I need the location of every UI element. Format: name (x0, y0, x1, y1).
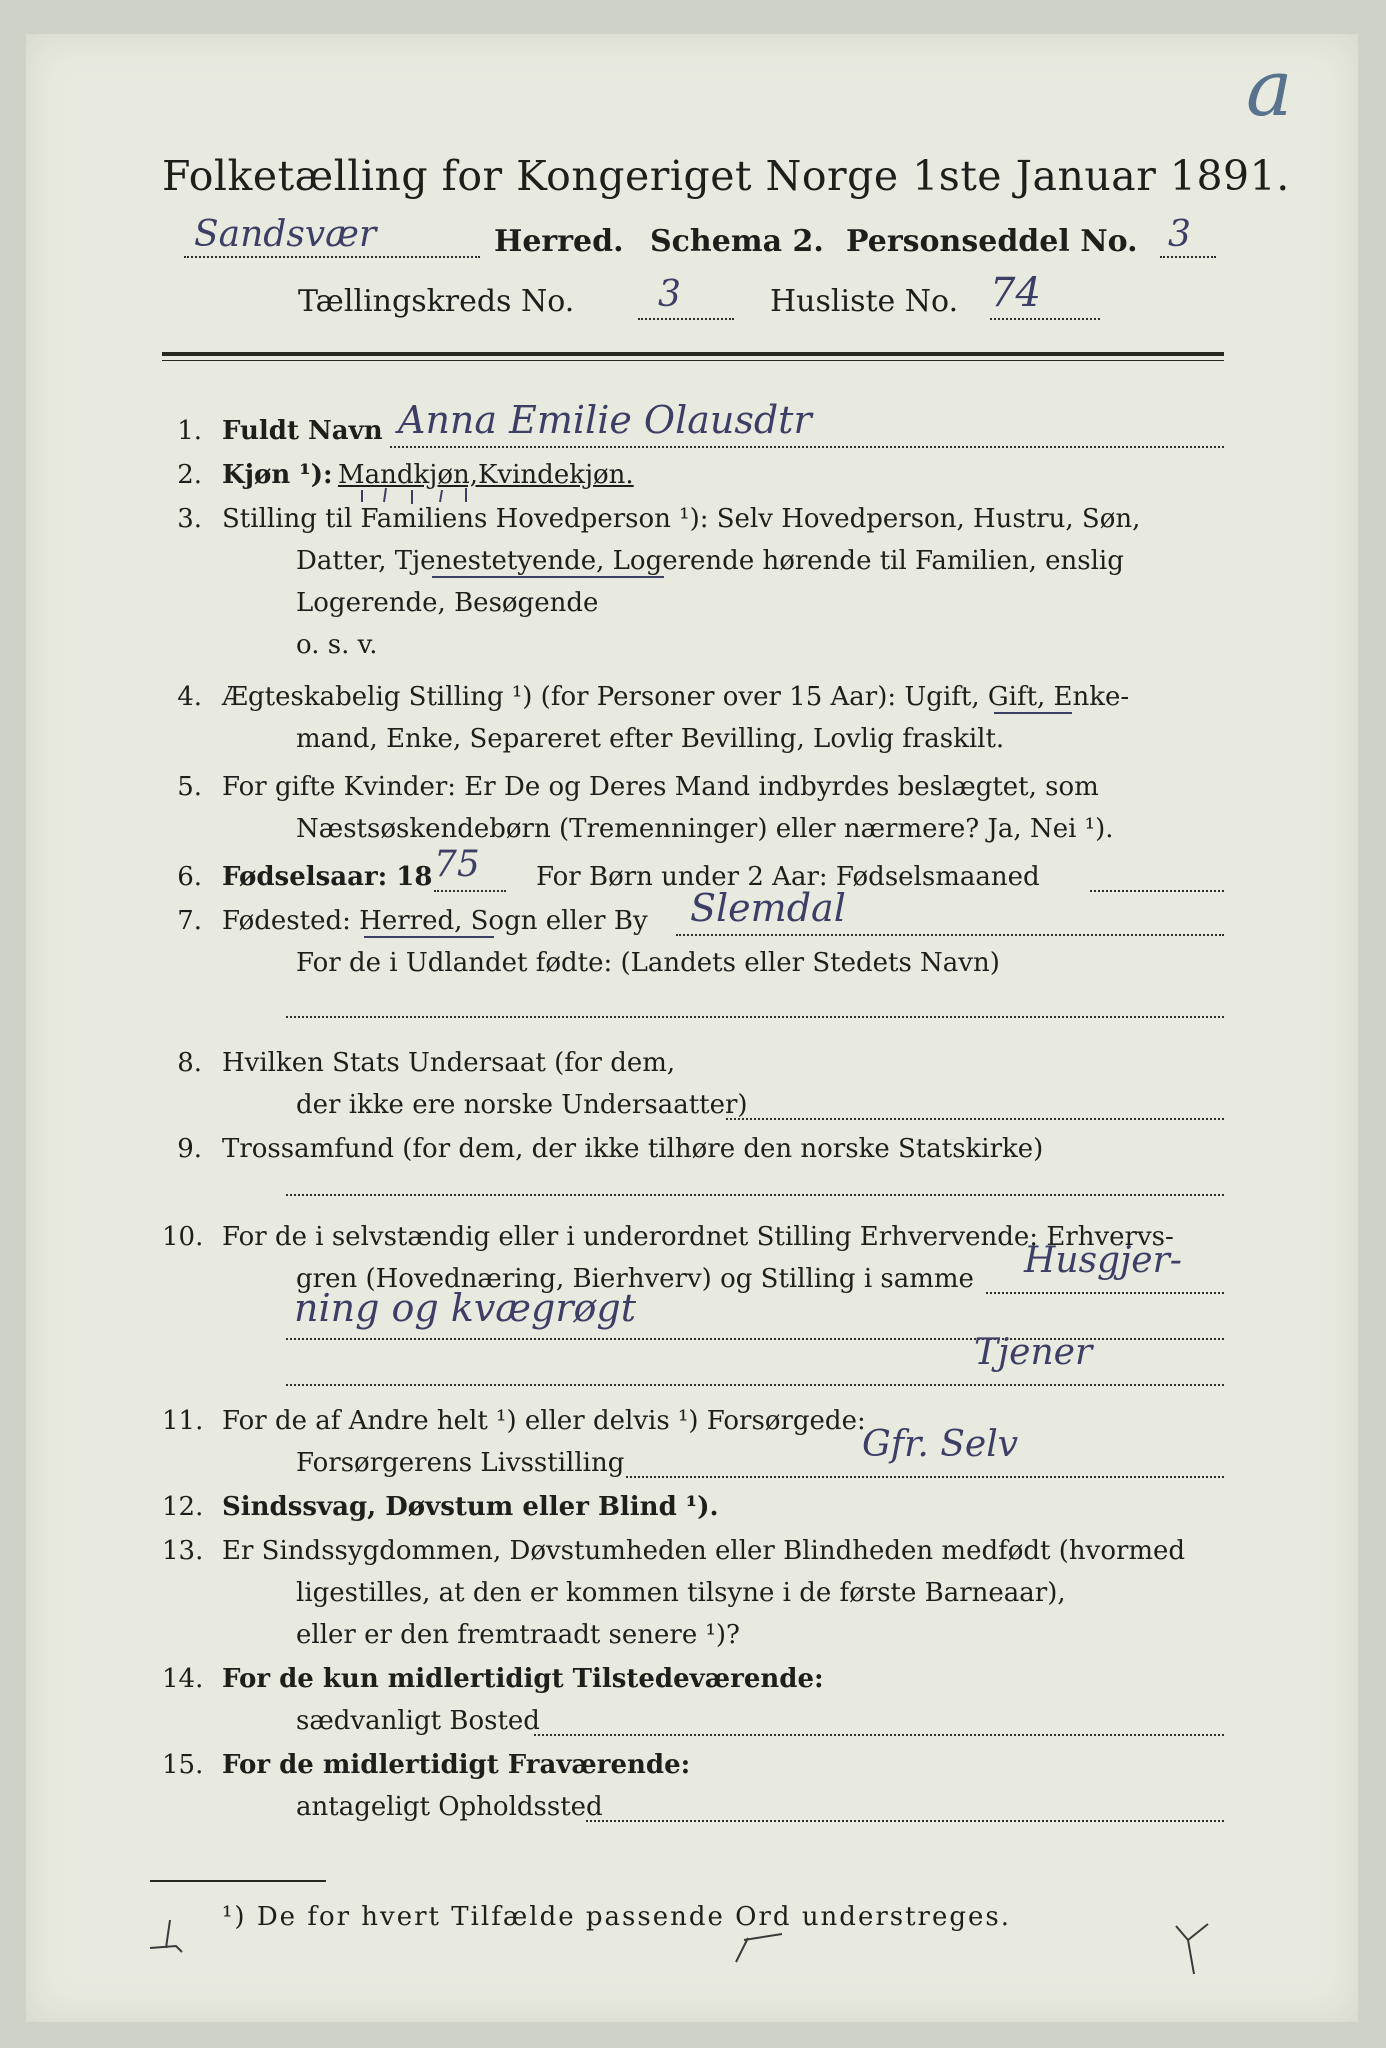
q10-line2: gren (Hovednæring, Bierhverv) og Stilling i samme (296, 1264, 974, 1294)
corner-mark: a (1246, 44, 1293, 134)
header-rule-thin (162, 360, 1224, 361)
q7-number: 7. (177, 906, 202, 936)
q2-option-kvindekjon: Kvindekjøn. (478, 460, 634, 490)
q8-line1: Hvilken Stats Undersaat (for dem, (222, 1048, 676, 1078)
q3-line3: Logerende, Besøgende (296, 588, 599, 618)
q1-label: Fuldt Navn (222, 416, 383, 446)
q5-number: 5. (177, 772, 202, 802)
q11-number: 11. (162, 1406, 204, 1436)
q8-line2: der ikke ere norske Undersaatter) (296, 1090, 748, 1120)
herred-value: Sandsvær (194, 214, 377, 255)
husliste-value: 74 (990, 270, 1041, 316)
q13-line2: ligestilles, at den er kommen tilsyne i de første Barneaar), (296, 1578, 1066, 1608)
mandkjon-strike-marks (356, 486, 506, 506)
q15-dotted-line (586, 1820, 1224, 1822)
q14-dotted-line (534, 1734, 1224, 1736)
husliste-label: Husliste No. (770, 284, 959, 319)
q13-number: 13. (162, 1536, 204, 1566)
q4-line2: mand, Enke, Separeret efter Bevilling, Lovlig fraskilt. (296, 724, 1005, 754)
bottom-pencil-marks (136, 1918, 1236, 1998)
q2-number: 2. (177, 460, 202, 490)
q9-dotted-line (286, 1194, 1224, 1196)
q11-dotted-line (626, 1476, 1224, 1478)
q3-number: 3. (177, 504, 202, 534)
census-form-sheet (26, 34, 1358, 2022)
q4-line1: Ægteskabelig Stilling ¹) (for Personer over 15 Aar): Ugift, Gift, Enke- (222, 682, 1130, 712)
q12-line1: Sindssvag, Døvstum eller Blind ¹). (222, 1492, 719, 1522)
q7-dotted-line (676, 934, 1224, 936)
q8-dotted-line (726, 1118, 1224, 1120)
q2-label: Kjøn ¹): (222, 460, 333, 490)
herred-label: Herred. (494, 224, 624, 259)
q13-line1: Er Sindssygdommen, Døvstumheden eller Blindheden medfødt (hvormed (222, 1536, 1186, 1566)
q10-occupation-value1: Husgjer- (1024, 1240, 1182, 1281)
q7-foreign-dotted-line (286, 1016, 1224, 1018)
herred-dotted-line (184, 256, 480, 258)
q3-line4: o. s. v. (296, 630, 378, 660)
kreds-dotted-line (638, 318, 734, 320)
q9-number: 9. (177, 1134, 202, 1164)
q7-line2: For de i Udlandet fødte: (Landets eller Stedets Navn) (296, 948, 1000, 978)
q7-birthplace-value: Slemdal (690, 886, 846, 930)
schema-label: Schema 2. (650, 224, 824, 259)
q11-provider-value: Gfr. Selv (862, 1424, 1019, 1465)
ugift-underline (994, 712, 1072, 714)
q1-dotted-line (390, 446, 1224, 448)
q13-line3: eller er den fremtraadt senere ¹)? (296, 1620, 740, 1650)
q3-line1: Stilling til Familiens Hovedperson ¹): Selv Hovedperson, Hustru, Søn, (222, 504, 1141, 534)
husliste-dotted-line (990, 318, 1100, 320)
q6-month-dotted-line (1090, 890, 1224, 892)
q11-line2: Forsørgerens Livsstilling (296, 1448, 625, 1478)
q10-line1: For de i selvstændig eller i underordnet Stilling Erhvervende: Erhvervs- (222, 1222, 1174, 1252)
q6-dotted-line (434, 890, 506, 892)
kreds-label: Tællingskreds No. (298, 284, 575, 319)
q15-number: 15. (162, 1750, 204, 1780)
footnote: ¹) De for hvert Tilfælde passende Ord understreges. (222, 1902, 1012, 1932)
q15-line2: antageligt Opholdssted (296, 1792, 603, 1822)
q14-line2: sædvanligt Bosted (296, 1706, 540, 1736)
form-title: Folketælling for Kongeriget Norge 1ste Januar 1891. (162, 152, 1290, 200)
q6-label: Fødselsaar: 18 (222, 862, 433, 892)
q2-option-mandkjon: Mandkjøn, (338, 460, 478, 490)
q14-line1: For de kun midlertidigt Tilstedeværende: (222, 1664, 824, 1694)
q12-number: 12. (162, 1492, 204, 1522)
q5-line1: For gifte Kvinder: Er De og Deres Mand indbyrdes beslægtet, som (222, 772, 1099, 802)
q6-number: 6. (177, 862, 202, 892)
header-rule (162, 352, 1224, 356)
q10-occupation-value3: Tjener (974, 1332, 1093, 1373)
q1-name-value: Anna Emilie Olausdtr (398, 398, 812, 442)
q5-line2: Næstsøskendebørn (Tremenninger) eller nærmere? Ja, Nei ¹). (296, 814, 1114, 844)
q8-number: 8. (177, 1048, 202, 1078)
personseddel-dotted-line (1160, 256, 1216, 258)
q10-occupation-value2: ning og kvægrøgt (294, 1286, 636, 1330)
q4-number: 4. (177, 682, 202, 712)
kreds-value: 3 (658, 274, 681, 315)
footnote-rule (150, 1880, 326, 1882)
q10-number: 10. (162, 1222, 204, 1252)
q15-line1: For de midlertidigt Fraværende: (222, 1750, 691, 1780)
q10-dotted-line3 (286, 1384, 1224, 1386)
q11-line1: For de af Andre helt ¹) eller delvis ¹) Forsørgede: (222, 1406, 866, 1436)
personseddel-value: 3 (1168, 214, 1191, 255)
q9-line1: Trossamfund (for dem, der ikke tilhøre den norske Statskirke) (222, 1134, 1044, 1164)
q3-line2: Datter, Tjenestetyende, Logerende hørende til Familien, enslig (296, 546, 1124, 576)
q7-label: Fødested: Herred, Sogn eller By (222, 906, 648, 936)
q1-number: 1. (177, 416, 202, 446)
herred-underline (364, 936, 494, 938)
q6-label2: For Børn under 2 Aar: Fødselsmaaned (536, 862, 1040, 892)
q10-dotted-line1 (986, 1292, 1224, 1294)
q6-year-value: 75 (434, 844, 480, 885)
personseddel-label: Personseddel No. (846, 224, 1138, 259)
q14-number: 14. (162, 1664, 204, 1694)
tjenestetyende-underline (432, 576, 664, 578)
